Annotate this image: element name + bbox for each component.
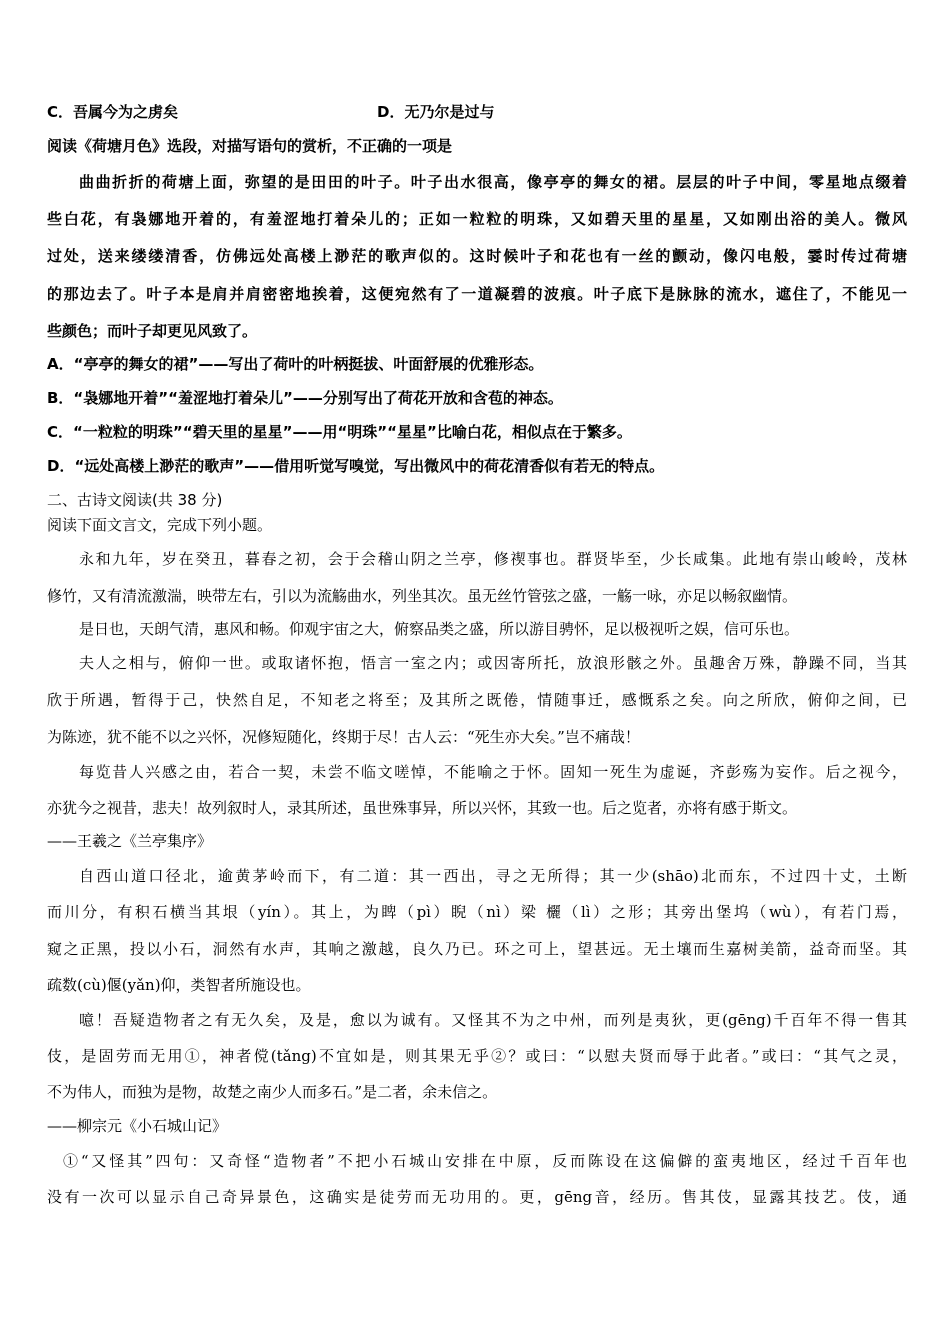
note-line: 没有一次可以显示自己奇异景色，这确实是徒劳而无功用的。更，gēng音，经历。售其伎，显露其技艺。伎，通 xyxy=(47,1188,907,1206)
lanting-line: 修竹，又有清流激湍，映带左右，引以为流觞曲水，列坐其次。虽无丝竹管弦之盛，一觞一咏，亦足以畅叙幽情。 xyxy=(47,587,798,605)
passage-line: 过处，送来缕缕清香，仿佛远处高楼上渺茫的歌声似的。这时候叶子和花也有一丝的颤动，像闪电般，霎时传过荷塘 xyxy=(47,247,907,265)
lanting-line: 夫人之相与，俯仰一世。或取诸怀抱，悟言一室之内；或因寄所托，放浪形骸之外。虽趣舍万殊，静躁不同，当其 xyxy=(79,654,907,672)
xiaoshicheng-line: 噫！吾疑造物者之有无久矣，及是，愈以为诚有。又怪其不为之中州，而列是夷狄，更(gēng)千百年不得一售其 xyxy=(79,1011,907,1029)
lanting-line: 为陈迹，犹不能不以之兴怀，况修短随化，终期于尽！古人云：“死生亦大矣。”岂不痛哉！ xyxy=(47,728,640,746)
section-heading: 二、古诗文阅读(共 38 分) xyxy=(47,491,223,509)
xiaoshicheng-line: 不为伟人，而独为是物，故楚之南少人而多石。”是二者，余未信之。 xyxy=(47,1083,498,1101)
lanting-source: ——王羲之《兰亭集序》 xyxy=(47,832,213,850)
question-prompt: 阅读《荷塘月色》选段，对描写语句的赏析，不正确的一项是 xyxy=(47,137,453,155)
passage-line: 些白花，有袅娜地开着的，有羞涩地打着朵儿的；正如一粒粒的明珠，又如碧天里的星星，又如刚出浴的美人。微风 xyxy=(47,210,907,228)
passage-line: 些颜色；而叶子却更见风致了。 xyxy=(47,322,258,340)
lanting-line: 永和九年，岁在癸丑，暮春之初，会于会稽山阴之兰亭，修禊事也。群贤毕至，少长咸集。此地有崇山峻岭，茂林 xyxy=(79,550,907,568)
section-instruction: 阅读下面文言文，完成下列小题。 xyxy=(47,516,273,534)
option-d: D．无乃尔是过与 xyxy=(377,103,495,121)
xiaoshicheng-source: ——柳宗元《小石城山记》 xyxy=(47,1117,228,1135)
lanting-line: 每览昔人兴感之由，若合一契，未尝不临文嗟悼，不能喻之于怀。固知一死生为虚诞，齐彭殇为妄作。后之视今， xyxy=(79,763,907,781)
choice-c: C．“一粒粒的明珠”“碧天里的星星”——用“明珠”“星星”比喻白花，相似点在于繁多。 xyxy=(47,423,632,441)
lanting-line: 是日也，天朗气清，惠风和畅。仰观宇宙之大，俯察品类之盛，所以游目骋怀，足以极视听之娱，信可乐也。 xyxy=(79,620,800,638)
choice-b: B．“袅娜地开着”“羞涩地打着朵儿”——分别写出了荷花开放和含苞的神态。 xyxy=(47,389,563,407)
lanting-line: 欣于所遇，暂得于己，快然自足，不知老之将至；及其所之既倦，情随事迁，感慨系之矣。向之所欣，俯仰之间，已 xyxy=(47,691,907,709)
note-line: ①“又怪其”四句：又奇怪“造物者”不把小石城山安排在中原，反而陈设在这偏僻的蛮夷地区，经过千百年也 xyxy=(63,1152,907,1170)
passage-line: 曲曲折折的荷塘上面，弥望的是田田的叶子。叶子出水很高，像亭亭的舞女的裙。层层的叶子中间，零星地点缀着 xyxy=(79,173,907,191)
passage-line: 的那边去了。叶子本是肩并肩密密地挨着，这便宛然有了一道凝碧的波痕。叶子底下是脉脉的流水，遮住了，不能见一 xyxy=(47,285,907,303)
choice-a: A．“亭亭的舞女的裙”——写出了荷叶的叶柄挺拔、叶面舒展的优雅形态。 xyxy=(47,355,544,373)
xiaoshicheng-line: 自西山道口径北，逾黄茅岭而下，有二道：其一西出，寻之无所得；其一少(shāo)北而东，不过四十丈，土断 xyxy=(79,867,907,885)
xiaoshicheng-line: 疏数(cù)偃(yǎn)仰，类智者所施设也。 xyxy=(47,976,311,994)
lanting-line: 亦犹今之视昔，悲夫！故列叙时人，录其所述，虽世殊事异，所以兴怀，其致一也。后之览者，亦将有感于斯文。 xyxy=(47,799,798,817)
xiaoshicheng-line: 而川分，有积石横当其垠（yín）。其上，为睥（pì）睨（nì）梁 欐（lì）之形；其旁出堡坞（wù），有若门焉， xyxy=(47,903,907,921)
choice-d: D．“远处高楼上渺茫的歌声”——借用听觉写嗅觉，写出微风中的荷花清香似有若无的特点。 xyxy=(47,457,665,475)
option-c: C．吾属今为之虏矣 xyxy=(47,103,179,121)
xiaoshicheng-line: 伎，是固劳而无用①，神者傥(tǎng)不宜如是，则其果无乎②？或曰：“以慰夫贤而辱于此者。”或曰：“其气之灵， xyxy=(47,1047,907,1065)
xiaoshicheng-line: 窥之正黑，投以小石，洞然有水声，其响之激越，良久乃已。环之可上，望甚远。无土壤而生嘉树美箭，益奇而坚。其 xyxy=(47,940,907,958)
option-row xyxy=(47,101,907,123)
